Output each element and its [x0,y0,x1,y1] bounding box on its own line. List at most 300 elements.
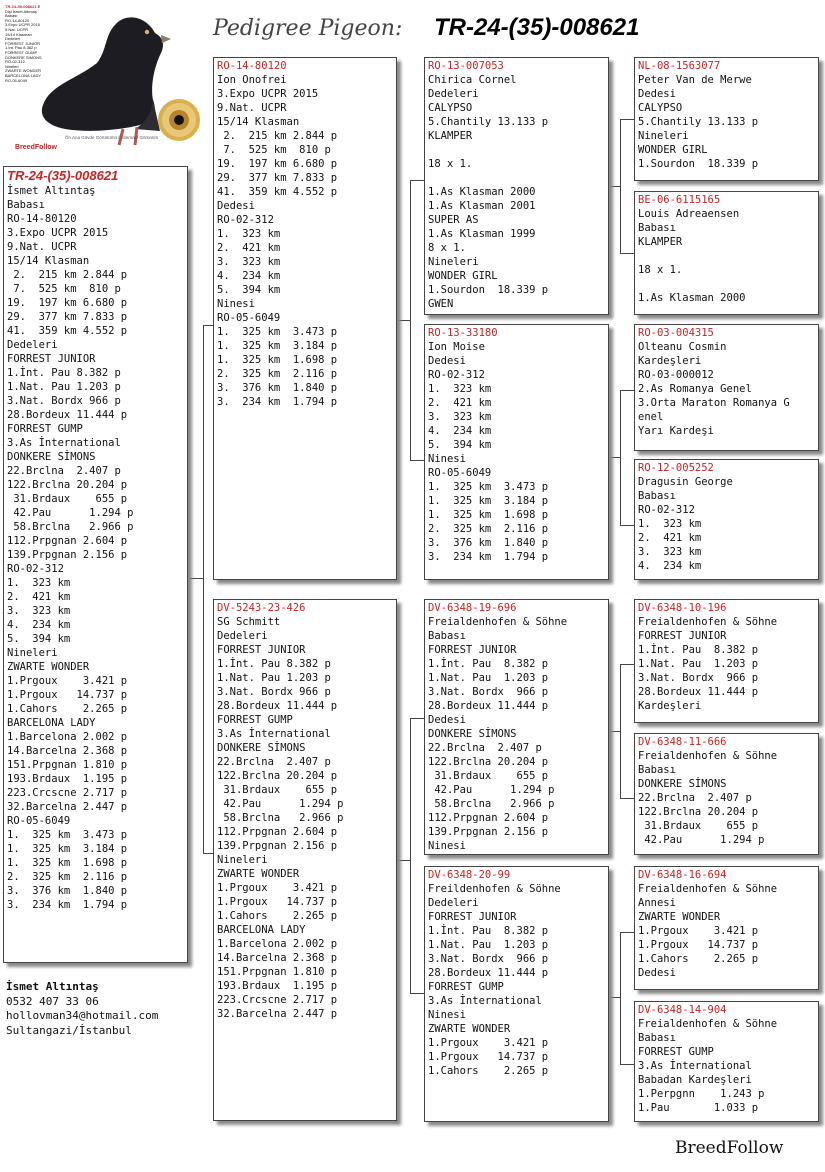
detail-line: CALYPSO [428,102,473,114]
thumbnail-line: RO-14-80120 [5,17,30,23]
detail-line: 1.Cahors 2.265 p [7,703,128,715]
detail-line: FORREST GUMP [638,1046,714,1058]
great-grandparent-ring-1: NL-08-1563077 [638,60,721,72]
subject-ring: TR-24-(35)-008621 [7,168,119,183]
owner-phone: 0532 407 33 06 [6,994,99,1008]
detail-line: 1.Nat. Pau 1.203 p [428,939,549,951]
great-grandparent-details-5 [638,615,815,713]
detail-line: 1.Prgoux 3.421 p [217,882,338,894]
detail-line: 8 x 1. [428,242,466,254]
detail-line: 3.As İnternational [217,728,331,740]
detail-line: 223.Crcscne 2.717 p [217,994,338,1006]
detail-line: Babası [638,764,676,776]
detail-line: Dedesi [638,967,676,979]
detail-line: 41. 359 km 4.552 p [7,325,128,337]
grandparent-ring-4: DV-6348-20-99 [428,869,511,881]
detail-line: 3. 234 km 1.794 p [428,551,549,563]
detail-line: 1. 323 km [638,518,702,530]
detail-line: ZWARTE WONDER [638,911,721,923]
connector [620,390,634,391]
detail-line: Babası [638,490,676,502]
detail-line: Nineleri [428,256,479,268]
detail-line: 1.Prgoux 3.421 p [7,675,128,687]
detail-line: FORREST JUNIOR [638,630,727,642]
great-grandparent-details-3 [638,340,815,438]
detail-line: Dedesi [638,88,676,100]
detail-line [638,277,815,291]
connector [620,664,621,799]
detail-line: 42.Pau 1.294 p [7,507,134,519]
detail-line: Ninesi [428,840,466,852]
detail-line: RO-02-312 [638,504,695,516]
detail-line: 28.Bordeux 11.444 p [217,700,338,712]
detail-line: RO-14-80120 [7,213,77,225]
detail-line: 14.Barcelna 2.368 p [7,745,128,757]
great-grandparent-details-8 [638,1017,815,1115]
great-grandparent-ring-3: RO-03-004315 [638,327,714,339]
detail-line: Babası [638,1032,676,1044]
subject-card [3,166,188,963]
detail-line: İsmet Altıntaş [7,185,96,197]
detail-line: 1.İnt. Pau 8.382 p [7,367,121,379]
great-grandparent-ring-5: DV-6348-10-196 [638,602,727,614]
detail-line: ZWARTE WONDER [428,1023,511,1035]
grandparent-ring-1: RO-13-007053 [428,60,504,72]
detail-line: 3.As İnternational [428,995,542,1007]
detail-line: Freialdenhofen & Söhne [638,616,778,628]
detail-line: 4. 234 km [638,560,702,572]
detail-line: 5.Chantily 13.133 p [428,116,549,128]
detail-line: 58.Brclna 2.966 p [7,521,134,533]
detail-line: 2. 421 km [7,591,71,603]
detail-line: 2. 421 km [638,532,702,544]
detail-line: 151.Prpgnan 1.810 p [217,966,338,978]
connector [410,460,424,461]
detail-line: 3. 376 km 1.840 p [217,382,338,394]
detail-line: 3.Nat. Bordx 966 p [428,953,549,965]
dam-details [217,615,393,1021]
detail-line: 29. 377 km 7.833 p [217,172,338,184]
detail-line: RO-02-312 [428,369,485,381]
connector [397,320,411,321]
title-label: Pedigree Pigeon: [213,16,403,41]
detail-line: 2. 325 km 2.116 p [217,368,338,380]
detail-line: 1.Cahors 2.265 p [217,910,338,922]
thumbnail-caption: Ön Ana Gövde Görünümü / Alternatif Görünüm [65,135,159,140]
detail-line: 1.Nat. Pau 1.203 p [428,672,549,684]
detail-line: FORREST GUMP [7,423,83,435]
great-grandparent-details-6 [638,749,815,847]
detail-line: 3.Nat. Bordx 966 p [428,686,549,698]
great-grandparent-card-6 [634,733,819,855]
connector [620,119,621,254]
detail-line: 3. 376 km 1.840 p [428,537,549,549]
detail-line [428,171,605,185]
sire-details [217,73,393,409]
grandparent-details-3 [428,615,605,853]
connector [203,325,213,326]
detail-line: Freialdenhofen & Söhne [428,616,568,628]
detail-line: Babadan Kardeşleri [638,1074,752,1086]
detail-line: 1.Prgoux 14.737 p [217,896,338,908]
dam-ring: DV-5243-23-426 [217,602,306,614]
connector [410,993,424,994]
detail-line: Babası [638,222,676,234]
detail-line: 1.İnt. Pau 8.382 p [638,644,759,656]
connector [620,253,634,254]
detail-line: Babası [7,199,45,211]
detail-line: 1.As Klasman 1999 [428,228,536,240]
thumbnail-line: RO-05-6049 [5,77,28,83]
detail-line: DONKERE SİMONS [428,728,517,740]
detail-line: 5.Chantily 13.133 p [638,116,759,128]
detail-line: 3.Expo UCPR 2015 [7,227,109,239]
connector [620,798,634,799]
great-grandparent-card-8 [634,1001,819,1122]
detail-line: 1.As Klasman 2000 [638,292,746,304]
connector [410,180,411,461]
detail-line: 1.As Klasman 2001 [428,200,536,212]
great-grandparent-details-1 [638,73,815,171]
detail-line: Ion Onofrei [217,74,287,86]
detail-line: Babası [428,630,466,642]
detail-line: RO-05-6049 [7,815,71,827]
detail-line: Ion Moise [428,341,485,353]
owner-location: Sultangazi/İstanbul [6,1023,132,1037]
connector [620,932,621,1065]
detail-line: 1. 323 km [7,577,71,589]
detail-line: Yarı Kardeşi [638,425,714,437]
detail-line: 28.Bordeux 11.444 p [638,686,759,698]
detail-line: 1.Nat. Pau 1.203 p [638,658,759,670]
detail-line: 3.As İnternational [638,1060,752,1072]
detail-line: 1.Prgoux 14.737 p [638,939,759,951]
thumbnail-ring: TR-24-35-008621 E [5,4,41,9]
detail-line: 193.Brdaux 1.195 p [217,980,338,992]
grandparent-details-1 [428,73,605,311]
detail-line: 29. 377 km 7.833 p [7,311,128,323]
detail-line: 1.Barcelona 2.002 p [217,938,338,950]
detail-line: 58.Brclna 2.966 p [217,812,344,824]
detail-line: 3. 323 km [638,546,702,558]
detail-line: 3. 323 km [7,605,71,617]
detail-line: 18 x 1. [638,264,683,276]
detail-line: 2. 421 km [428,397,492,409]
detail-line: 139.Prpgnan 2.156 p [217,840,338,852]
detail-line: KLAMPER [428,130,473,142]
owner-email[interactable]: hollovman34@hotmail.com [6,1009,159,1022]
detail-line: 3.Nat. Bordx 966 p [638,672,759,684]
owner-name: İsmet Altıntaş [6,980,99,993]
detail-line: 42.Pau 1.294 p [428,784,555,796]
detail-line: 3.Nat. Bordx 966 p [7,395,121,407]
detail-line: 5. 394 km [428,439,492,451]
connector [620,525,634,526]
detail-line: Dedesi [428,714,466,726]
detail-line: Nineleri [7,647,58,659]
grandparent-details-2 [428,340,605,564]
pigeon-thumbnail [5,5,183,155]
thumbnail-line: 3.Expo UCPR 2015 [5,22,40,28]
detail-line: SUPER AS [428,214,479,226]
detail-line: 2. 325 km 2.116 p [428,523,549,535]
detail-line: 7. 525 km 810 p [7,283,121,295]
detail-line: 1. 325 km 1.698 p [7,857,128,869]
detail-line: 1. 325 km 3.184 p [217,340,338,352]
detail-line: ZWARTE WONDER [217,868,300,880]
detail-line: 1. 325 km 3.184 p [428,495,549,507]
detail-line: 7. 525 km 810 p [217,144,331,156]
detail-line: 5. 394 km [7,633,71,645]
detail-line: DONKERE SİMONS [217,742,306,754]
detail-line: 31.Brdaux 655 p [428,770,549,782]
detail-line: 32.Barcelna 2.447 p [217,1008,338,1020]
detail-line: 31.Brdaux 655 p [638,820,759,832]
detail-line: Peter Van de Merwe [638,74,752,86]
detail-line: 28.Bordeux 11.444 p [428,700,549,712]
detail-line: WONDER GIRL [638,144,708,156]
great-grandparent-card-5 [634,599,819,723]
detail-line: 9.Nat. UCPR [7,241,77,253]
detail-line: 139.Prpgnan 2.156 p [7,549,128,561]
detail-line: 122.Brclna 20.204 p [638,806,759,818]
detail-line: 42.Pau 1.294 p [638,834,765,846]
brand-footer: BreedFollow [675,1138,784,1158]
detail-line: Freildenhofen & Söhne [428,883,561,895]
detail-line: 112.Prpgnan 2.604 p [428,812,549,824]
thumbnail-line: DONKERE SİMONS [5,54,42,60]
detail-line: 4. 234 km [217,270,281,282]
great-grandparent-details-4 [638,475,815,573]
detail-line: 1. 325 km 3.473 p [217,326,338,338]
detail-line: 1. 323 km [428,383,492,395]
page-title [213,14,639,42]
connector [188,578,204,579]
detail-line: ZWARTE WONDER [7,661,90,673]
great-grandparent-details-7 [638,882,815,980]
connector [620,1064,634,1065]
detail-line: 1. 325 km 1.698 p [217,354,338,366]
detail-line: 2.As Romanya Genel [638,383,752,395]
detail-line: 4. 234 km [7,619,71,631]
detail-line: 3. 323 km [428,411,492,423]
detail-line: 3.Nat. Bordx 966 p [217,686,331,698]
detail-line: 223.Crcscne 2.717 p [7,787,128,799]
connector [620,119,634,120]
grandparent-ring-2: RO-13-33180 [428,327,498,339]
detail-line: 3.As İnternational [7,437,121,449]
thumbnail-line: RO-02-312 [5,59,25,65]
detail-line: Chirica Cornel [428,74,517,86]
detail-line: DONKERE SİMONS [638,778,727,790]
thumbnail-line: Dedeleri [5,36,20,42]
great-grandparent-ring-7: DV-6348-16-694 [638,869,727,881]
detail-line: 19. 197 km 6.680 p [7,297,128,309]
connector [397,860,411,861]
detail-line: FORREST JUNIOR [7,353,96,365]
detail-line: Kardeşleri [638,700,702,712]
thumbnail-logo: BreedFollow [15,144,58,151]
detail-line: KLAMPER [638,236,683,248]
detail-line: 112.Prpgnan 2.604 p [7,535,128,547]
detail-line: Ninesi [428,453,466,465]
detail-line: 3. 323 km [217,256,281,268]
grandparent-card-1 [424,57,609,315]
grandparent-card-3 [424,599,609,855]
great-grandparent-card-2 [634,191,819,315]
detail-line: 15/14 Klasman [217,116,300,128]
detail-line: 2. 421 km [217,242,281,254]
detail-line: 3.Expo UCPR 2015 [217,88,319,100]
detail-line: BARCELONA LADY [217,924,306,936]
grandparent-card-4 [424,866,609,1122]
detail-line: 122.Brclna 20.204 p [7,479,128,491]
detail-line: enel [638,411,664,423]
detail-line: Dedesi [428,355,466,367]
detail-line: Dedeleri [428,897,479,909]
grandparent-details-4 [428,882,605,1078]
connector [620,390,621,526]
detail-line: 151.Prpgnan 1.810 p [7,759,128,771]
owner-contact [6,980,158,1038]
detail-line: 1.Sourdon 18.339 p [428,284,549,296]
great-grandparent-card-1 [634,57,819,181]
detail-line: 1.Nat. Pau 1.203 p [217,672,331,684]
connector [410,718,424,719]
detail-line: 22.Brclna 2.407 p [217,756,331,768]
detail-line: 42.Pau 1.294 p [217,798,344,810]
subject-details [7,184,184,912]
detail-line: RO-02-312 [217,214,274,226]
great-grandparent-ring-6: DV-6348-11-666 [638,736,727,748]
detail-line: 1. 325 km 3.473 p [428,481,549,493]
detail-line: 1.Prgoux 3.421 p [638,925,759,937]
detail-line: SG Schmitt [217,616,281,628]
thumbnail-line: Nineleri [5,63,19,69]
detail-line: 193.Brdaux 1.195 p [7,773,128,785]
detail-line: FORREST JUNIOR [428,911,517,923]
detail-line: 22.Brclna 2.407 p [638,792,752,804]
thumbnail-line: 15/14 Klasman [5,31,32,37]
detail-line: FORREST GUMP [428,981,504,993]
detail-line: 1.Cahors 2.265 p [638,953,759,965]
detail-line: 1.Sourdon 18.339 p [638,158,759,170]
detail-line: 2. 325 km 2.116 p [7,871,128,883]
detail-line: 1. 325 km 3.473 p [7,829,128,841]
detail-line: RO-02-312 [7,563,64,575]
connector [620,932,634,933]
detail-line: 15/14 Klasman [7,255,90,267]
detail-line: 58.Brclna 2.966 p [428,798,555,810]
detail-line: BARCELONA LADY [7,717,96,729]
detail-line: Dedeleri [428,88,479,100]
detail-line: 1. 323 km [217,228,281,240]
detail-line: 1.Prgoux 14.737 p [428,1051,549,1063]
detail-line: 3. 234 km 1.794 p [217,396,338,408]
great-grandparent-ring-4: RO-12-005252 [638,462,714,474]
detail-line: 1.Cahors 2.265 p [428,1065,549,1077]
connector [620,664,634,665]
detail-line: Freialdenhofen & Söhne [638,883,778,895]
detail-line: 14.Barcelna 2.368 p [217,952,338,964]
detail-line: RO-05-6049 [428,467,492,479]
detail-line: RO-03-000012 [638,369,714,381]
sire-ring: RO-14-80120 [217,60,287,72]
detail-line: Nineleri [217,854,268,866]
detail-line: Louis Adreaensen [638,208,740,220]
detail-line: 3. 376 km 1.840 p [7,885,128,897]
grandparent-ring-3: DV-6348-19-696 [428,602,517,614]
thumbnail-line: BARCELONA LADY [5,72,42,78]
detail-line: 31.Brdaux 655 p [217,784,338,796]
detail-line: Ninesi [217,298,255,310]
sire-card [213,57,397,580]
great-grandparent-card-3 [634,324,819,451]
detail-line: 1.Nat. Pau 1.203 p [7,381,121,393]
detail-line: 1.İnt. Pau 8.382 p [217,658,331,670]
detail-line: 2. 215 km 2.844 p [217,130,338,142]
detail-line: 1.Pau 1.033 p [638,1102,759,1114]
detail-line: 1. 325 km 3.184 p [7,843,128,855]
detail-line [428,143,605,157]
detail-line: 1.As Klasman 2000 [428,186,536,198]
thumbnail-line: Dişi İsmet Altıntaş [5,8,37,14]
detail-line: 19. 197 km 6.680 p [217,158,338,170]
detail-line: 2. 215 km 2.844 p [7,269,128,281]
detail-line: 1.Prgoux 14.737 p [7,689,128,701]
detail-line: 22.Brclna 2.407 p [428,742,542,754]
detail-line: Freialdenhofen & Söhne [638,1018,778,1030]
detail-line: 31.Brdaux 655 p [7,493,128,505]
detail-line: 9.Nat. UCPR [217,102,287,114]
detail-line: 41. 359 km 4.552 p [217,186,338,198]
detail-line: 122.Brclna 20.204 p [217,770,338,782]
thumbnail-line: 1.İnt. Pau 8.382 p [5,45,37,51]
detail-line: RO-05-6049 [217,312,281,324]
detail-line: Annesi [638,897,676,909]
detail-line [638,249,815,263]
connector [410,718,411,994]
detail-line: 1.Barcelona 2.002 p [7,731,128,743]
detail-line: 28.Bordeux 11.444 p [7,409,128,421]
detail-line: CALYPSO [638,102,683,114]
thumbnail-line: FORREST GUMP [5,49,38,55]
connector [410,180,424,181]
thumbnail-line: 9.Nat. UCPR [5,26,29,32]
detail-line: 4. 234 km [428,425,492,437]
detail-line: FORREST GUMP [217,714,293,726]
great-grandparent-ring-8: DV-6348-14-904 [638,1004,727,1016]
detail-line: 1.Perpgnn 1.243 p [638,1088,765,1100]
detail-line: Ninesi [428,1009,466,1021]
great-grandparent-details-2 [638,207,815,305]
detail-line: Freialdenhofen & Söhne [638,750,778,762]
detail-line: 5. 394 km [217,284,281,296]
grandparent-card-2 [424,324,609,580]
connector [203,853,213,854]
dam-card [213,599,397,1121]
connector [203,325,204,854]
detail-line: Dedeleri [217,630,268,642]
detail-line: 22.Brclna 2.407 p [7,465,121,477]
detail-line: 28.Bordeux 11.444 p [428,967,549,979]
detail-line: DONKERE SİMONS [7,451,96,463]
detail-line: 122.Brclna 20.204 p [428,756,549,768]
detail-line: 139.Prpgnan 2.156 p [428,826,549,838]
great-grandparent-card-4 [634,459,819,580]
detail-line: 1.İnt. Pau 8.382 p [428,925,549,937]
detail-line: Dedeleri [7,339,58,351]
